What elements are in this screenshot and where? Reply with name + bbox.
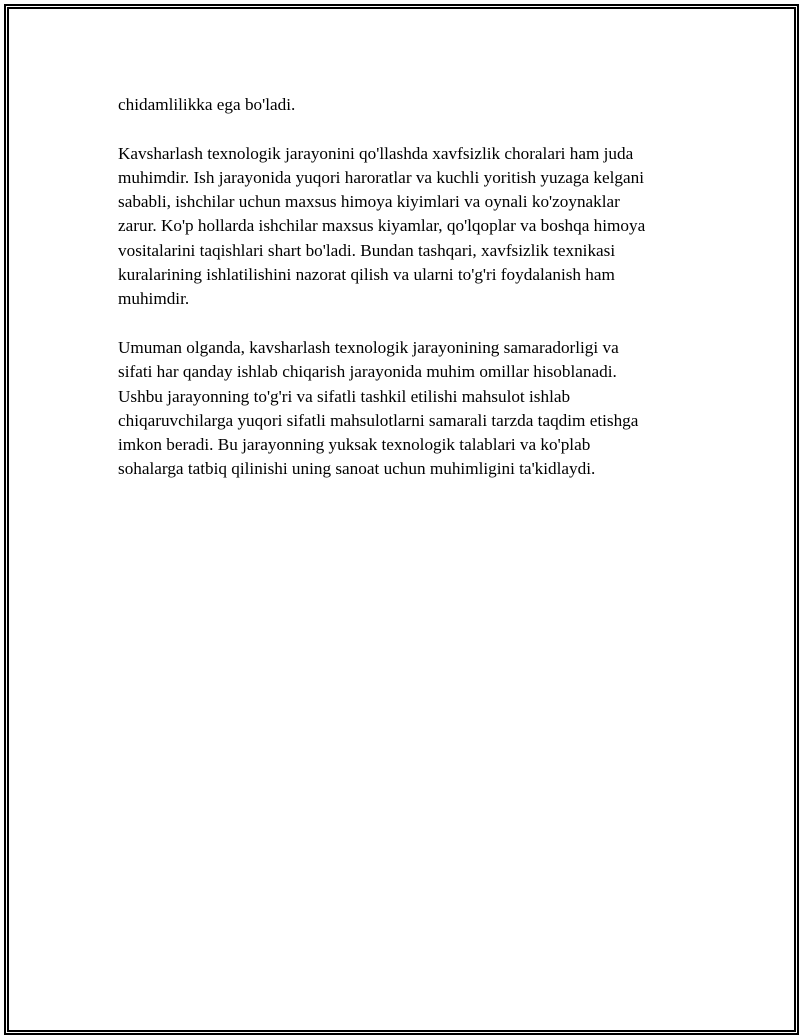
paragraph-continuation: chidamlilikka ega bo'ladi. (118, 95, 296, 114)
paragraph-conclusion: Umuman olganda, kavsharlash texnologik jarayonining samaradorligi va sifati har qanday ishlab chiqarish jarayonida muhim omillar hisoblanadi. Ushbu jarayonning to'g'ri va sifatli tashkil etilishi mahsulot ishlab chiqaruvchilarga yuqori sifatli mahsulotlarni samarali tarzda taqdim etishga imkon beradi. Bu jarayonning yuksak texnologik talablari va ko'plab sohalarga tatbiq qilinishi uning sanoat uchun muhimligini ta'kidlaydi. (118, 337, 639, 479)
paragraph-safety: Kavsharlash texnologik jarayonini qo'llashda xavfsizlik choralari ham juda muhimdir. Ish jarayonida yuqori haroratlar va kuchli yoritish yuzaga kelgani sababli, ishchilar uchun maxsus himoya kiyimlari va oynali ko'zoynaklar zarur. Ko'p hollarda ishchilar maxsus kiyamlar, qo'lqoplar va boshqa himoya vositalarini taqishlari shart bo'ladi. Bundan tashqari, xavfsizlik texnikasi kuralarining ishlatilishini nazorat qilish va ularni to'g'ri foydalanish ham muhimdir. (118, 143, 646, 309)
document-body (118, 93, 698, 506)
